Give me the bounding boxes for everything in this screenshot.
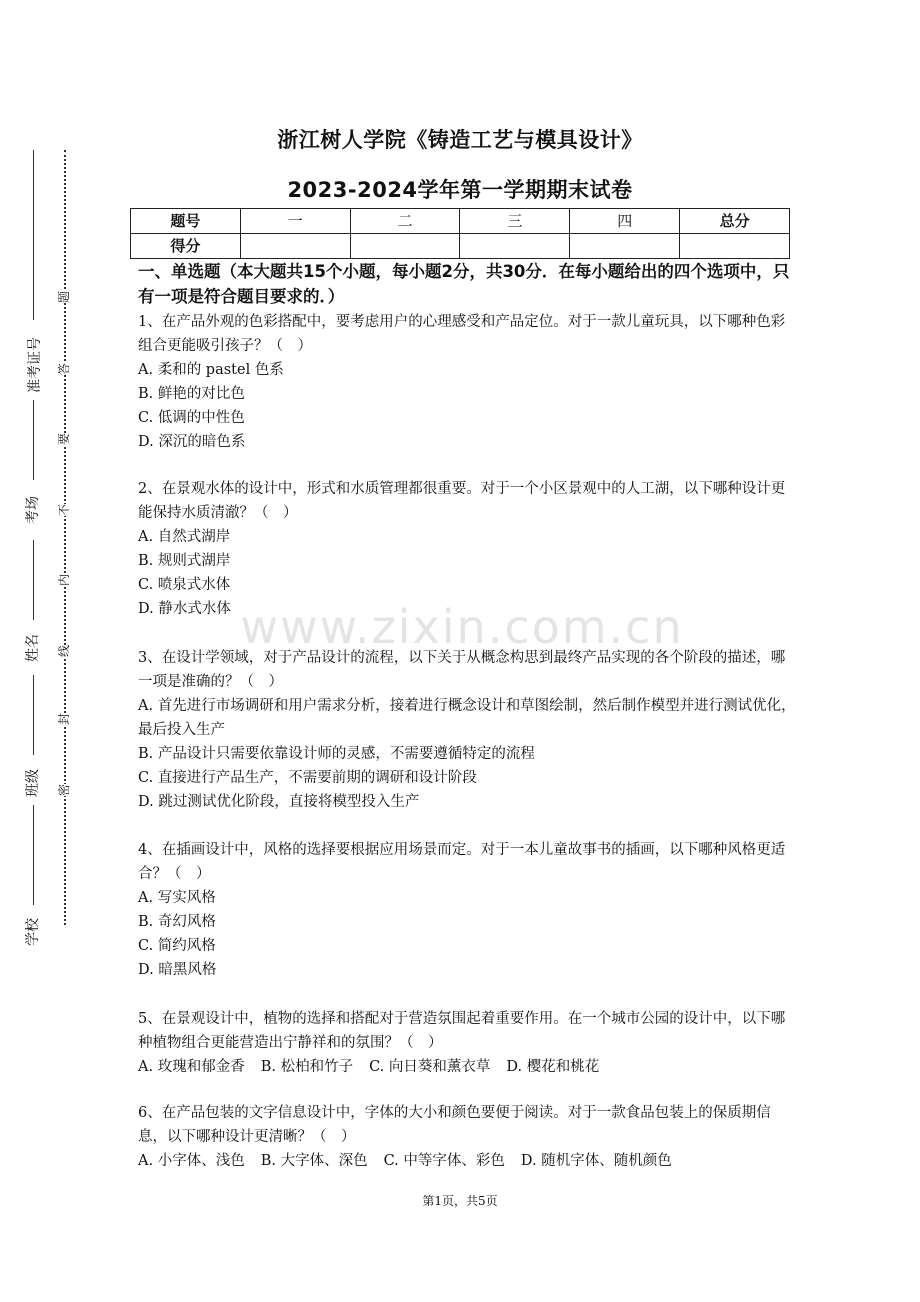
question-4 [138, 838, 798, 982]
seal-char: 不 [57, 503, 72, 517]
question-stem: 2、在景观水体的设计中，形式和水质管理都很重要。对于一个小区景观中的人工湖，以下哪种设计更能保持水质清澈？（ ） [138, 481, 786, 521]
score-blank-cell[interactable] [240, 234, 350, 259]
option: C. 直接进行产品生产，不需要前期的调研和设计阶段 [138, 770, 477, 786]
option: B. 松柏和竹子 [260, 1059, 354, 1075]
question-stem: 4、在插画设计中，风格的选择要根据应用场景而定。对于一本儿童故事书的插画，以下哪种风格更适合？（ ） [138, 842, 786, 882]
section-title: 一、单选题（本大题共15个小题，每小题2分，共30分．在每小题给出的四个选项中，只有一项是符合题目要求的．） [138, 262, 790, 306]
exam-title: 浙江树人学院《铸造工艺与模具设计》 [277, 128, 643, 152]
watermark: www.zixin.com.cn [240, 600, 684, 654]
option: D. 随机字体、随机颜色 [520, 1153, 672, 1169]
side-label-room: 考场 [25, 496, 41, 524]
option-row [138, 1055, 798, 1079]
seal-char: 题 [57, 290, 72, 304]
seal-char: 要 [57, 432, 72, 446]
option: A. 柔和的 pastel 色系 [138, 362, 284, 378]
question-5 [138, 1007, 798, 1079]
option: B. 鲜艳的对比色 [138, 386, 245, 402]
question-6 [138, 1101, 798, 1173]
side-label-exam-id: 准考证号 [27, 337, 43, 393]
score-blank-cell[interactable] [680, 234, 790, 259]
side-label-class: 班级 [25, 769, 41, 797]
option: D. 樱花和桃花 [506, 1059, 600, 1075]
question-3 [138, 646, 798, 814]
option: C. 简约风格 [138, 938, 216, 954]
option: B. 产品设计只需要依靠设计师的灵感，不需要遵循特定的流程 [138, 746, 535, 762]
option: C. 低调的中性色 [138, 410, 245, 426]
option: C. 喷泉式水体 [138, 577, 231, 593]
question-2 [138, 477, 798, 621]
option: A. 玫瑰和郁金香 [138, 1059, 245, 1075]
option-row [138, 1149, 798, 1173]
seal-char: 内 [57, 573, 72, 587]
exam-subtitle: 2023-2024学年第一学期期末试卷 [287, 178, 633, 202]
option: D. 暗黑风格 [138, 962, 217, 978]
question-stem: 6、在产品包装的文字信息设计中，字体的大小和颜色要便于阅读。对于一款食品包装上的保质期信息，以下哪种设计更清晰？（ ） [138, 1105, 771, 1145]
score-blank-cell[interactable] [570, 234, 680, 259]
seal-dotted-line [64, 150, 66, 925]
question-1 [138, 310, 798, 454]
score-blank-cell[interactable] [350, 234, 460, 259]
option: A. 首先进行市场调研和用户需求分析，接着进行概念设计和草图绘制，然后制作模型并进行测试优化，最后投入生产 [138, 698, 796, 738]
score-blank-cell[interactable] [460, 234, 570, 259]
score-table-score-row [131, 234, 790, 259]
score-table [130, 208, 790, 259]
option: C. 向日葵和薰衣草 [369, 1059, 491, 1075]
score-header-cell: 总分 [680, 209, 790, 234]
seal-char: 答 [57, 362, 72, 376]
side-label-name: 姓名 [25, 634, 41, 662]
option: D. 跳过测试优化阶段，直接将模型投入生产 [138, 794, 420, 810]
side-line-school [33, 805, 34, 905]
option: B. 奇幻风格 [138, 914, 216, 930]
side-label-school: 学校 [25, 918, 41, 946]
question-stem: 5、在景观设计中，植物的选择和搭配对于营造氛围起着重要作用。在一个城市公园的设计中，以下哪种植物组合更能营造出宁静祥和的氛围？（ ） [138, 1011, 786, 1051]
score-header-cell: 一 [240, 209, 350, 234]
seal-char: 线 [57, 644, 72, 658]
score-header-cell: 三 [460, 209, 570, 234]
option: A. 小字体、浅色 [138, 1153, 245, 1169]
score-table-header-row [131, 209, 790, 234]
option: D. 深沉的暗色系 [138, 434, 246, 450]
side-line-class [33, 675, 34, 755]
option: D. 静水式水体 [138, 601, 231, 617]
side-line-name [33, 540, 34, 620]
option: C. 中等字体、彩色 [383, 1153, 505, 1169]
side-line-room [33, 400, 34, 480]
question-stem: 1、在产品外观的色彩搭配中，要考虑用户的心理感受和产品定位。对于一款儿童玩具，以下哪种色彩组合更能吸引孩子？（ ） [138, 314, 786, 354]
option: A. 自然式湖岸 [138, 529, 231, 545]
score-row-label: 得分 [131, 234, 241, 259]
option: B. 规则式湖岸 [138, 553, 231, 569]
question-stem: 3、在设计学领域，对于产品设计的流程，以下关于从概念构思到最终产品实现的各个阶段的描述，哪一项是准确的？（ ） [138, 650, 786, 690]
option: A. 写实风格 [138, 890, 216, 906]
page-footer: 第1页，共5页 [422, 1194, 498, 1208]
score-header-cell: 四 [570, 209, 680, 234]
seal-char: 封 [57, 712, 72, 726]
score-header-cell: 题号 [131, 209, 241, 234]
seal-char: 密 [57, 783, 72, 797]
score-header-cell: 二 [350, 209, 460, 234]
option: B. 大字体、深色 [260, 1153, 368, 1169]
